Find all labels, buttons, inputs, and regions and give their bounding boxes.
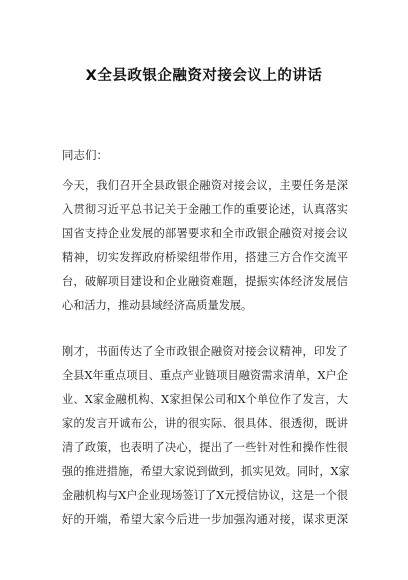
paragraph-line: 清了政策，也表明了决心，提出了一些针对性和操作性很 <box>62 441 348 454</box>
paragraph-line: 国省支持企业发展的部署要求和全市政银企融资对接会议 <box>62 227 348 240</box>
paragraph-line: 今天，我们召开全县政银企融资对接会议，主要任务是深 <box>62 179 348 192</box>
paragraph-line: 入贯彻习近平总书记关于金融工作的重要论述，认真落实 <box>62 203 348 216</box>
paragraph-line: 家的发言开诚布公，讲的很实际、很具体、很透彻，既讲 <box>62 417 348 430</box>
paragraph-line: 强的推进措施，希望大家说到做到，抓实见效。同时，X家 <box>62 465 350 478</box>
paragraph-line: 刚才，书面传达了全市政银企融资对接会议精神，印发了 <box>62 345 348 358</box>
document-title: X全县政银企融资对接会议上的讲话 <box>85 68 323 84</box>
paragraph-2 <box>62 340 348 532</box>
salutation: 同志们： <box>62 148 108 162</box>
paragraph-line: 精神，切实发挥政府桥梁纽带作用，搭建三方合作交流平 <box>62 251 348 264</box>
paragraph-line: 好的开端，希望大家今后进一步加强沟通对接，谋求更深 <box>62 513 348 526</box>
paragraph-line: 心和活力，推动县域经济高质量发展。 <box>62 299 253 312</box>
paragraph-line: 台，破解项目建设和企业融资难题，提振实体经济发展信 <box>62 275 348 288</box>
paragraph-1 <box>62 174 348 318</box>
paragraph-line: 金融机构与X户企业现场签订了X元授信协议，这是一个很 <box>62 489 348 502</box>
paragraph-line: 全县X年重点项目、重点产业链项目融资需求清单，X户企 <box>62 369 348 382</box>
paragraph-line: 业、X家金融机构、X家担保公司和X个单位作了发言，大 <box>62 393 348 406</box>
